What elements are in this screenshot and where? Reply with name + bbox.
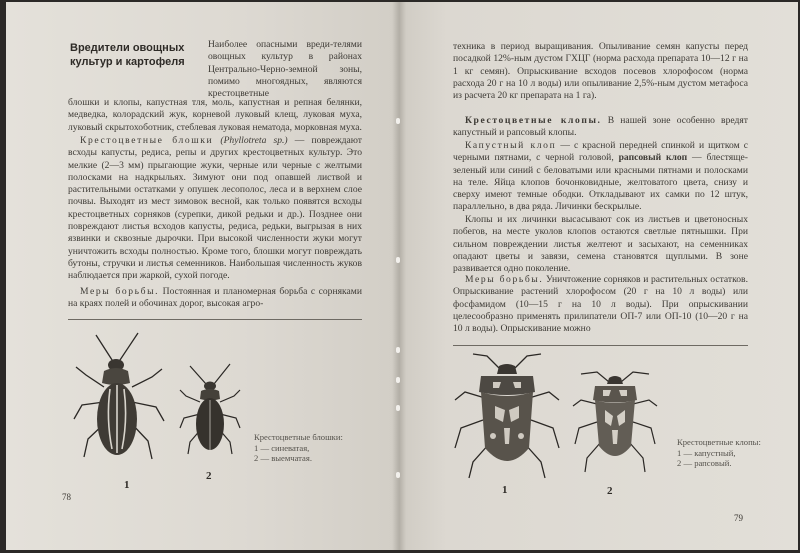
text-divider-right <box>453 345 748 346</box>
right-page <box>399 2 798 550</box>
flea-beetle-text: — повреждают всходы капусты, редиса, репы и других крестоцветных культур. Это мелкие (2—3 мм) прыгающие жуки, черные или черные с желтыми полосками на надкрыльях. Зимуют они под опавшей листвой и растительными остатками у опушек лесополос, леса и в верхнем слое почвы. Выходят из мест зимовок весной, как только появятся всходы крестоцветных сорняков (сурепки, дикой редьки и др.). Позднее они повреждают листья всходов капусты, редиса, редьки, выгрызая в них язвинки и сквозные дырочки. При высокой численности жуки могут уничтожить всходы полностью. Кроме того, блошки могут повреждать бутоны, стручки и листья семенников. Наибольшая численность жуков наблюдается при жаркой, сухой погоде. <box>68 135 362 282</box>
caption-item-1-right: 1 — капустный, <box>677 447 736 458</box>
book-spread <box>6 2 798 550</box>
flea-beetle-latin: (Phyllotreta sp.) <box>220 135 288 146</box>
flea-beetle-illustration-1 <box>66 327 176 477</box>
control-measures-term: Меры борьбы. <box>80 286 160 297</box>
flea-beetle-paragraph <box>68 135 362 283</box>
binding-stitch <box>396 377 400 383</box>
text-divider <box>68 319 362 320</box>
cabbage-bug-text: — с красной передней спинкой и щитком с черными пятнами, с черной головой, <box>453 140 748 164</box>
caption-title: Крестоцветные блошки: <box>254 432 343 442</box>
bug-control-text: Уничтожение сорняков и растительных остатков. Опрыскивание растений хлорофосом (20 г на 10 л воды) или фосфамидом (10—15 г на 10 л воды). При опрыскивании целесообразно применять прилипатели ОП-7 или ОП-10 (10—20 г на 10 л воды). Опрыскивание можно <box>453 274 748 335</box>
figure-label-1-right: 1 <box>502 484 508 496</box>
control-measures-text: Постоянная и планомерная борьба с сорняками на краях полей и обочинах дорог, высокая агро- <box>68 286 362 310</box>
page-number-left: 78 <box>62 492 71 502</box>
figure-label-2-right: 2 <box>607 485 613 497</box>
shield-bug-illustration-1 <box>449 352 567 482</box>
caption-item-2: 2 — выемчатая. <box>254 453 312 463</box>
book-spine <box>392 2 406 550</box>
shield-bugs-term: Крестоцветные клопы. <box>465 115 602 126</box>
figure-label-1: 1 <box>124 479 130 491</box>
flea-beetle-term: Крестоцветные блошки <box>80 135 214 146</box>
cabbage-bug-paragraph <box>453 140 748 214</box>
binding-stitch <box>396 347 400 353</box>
flea-beetle-illustration-2 <box>176 362 246 472</box>
caption-title-right: Крестоцветные клопы: <box>677 437 761 447</box>
cabbage-bug-term: Капустный клоп <box>465 140 557 151</box>
binding-stitch <box>396 405 400 411</box>
page-number-right: 79 <box>734 513 743 523</box>
bug-damage-text: Клопы и их личинки высасывают сок из листьев и цветоносных побегов, на месте уколов клопов остаются светлые пятнышки. При сильном повреждении листья желтеют и засыхают, на семенниках опадают цветы и завязи, семена становятся щуплыми. В зоне развивается одно поколение. <box>453 214 748 275</box>
bug-damage-paragraph <box>453 214 748 275</box>
caption-item-1: 1 — синеватая, <box>254 442 310 453</box>
bug-control-paragraph <box>453 274 748 335</box>
figure-caption-flea-beetles <box>254 432 364 464</box>
pest-list-text: блошки и клопы, капустная тля, моль, капустная и репная белянки, медведка, колорадский жук, корневой луковый клещ, луковая муха, луковый скрытохоботник, стеблевая луковая нематода, морковная муха. <box>68 97 362 133</box>
shield-bugs-paragraph <box>453 115 748 140</box>
agrotechnique-paragraph <box>453 41 748 102</box>
bug-control-term: Меры борьбы. <box>465 274 544 285</box>
binding-stitch <box>396 257 400 263</box>
binding-stitch <box>396 472 400 478</box>
agrotechnique-text: техника в период выращивания. Опыливание семян капусты перед посадкой 12%-ным дустом ГХЦГ (норма расхода препарата 10—12 г на 1 кг семян). Опрыскивание всходов посевов хлорофосом (норма расхода 20 г на 10 л воды) или опыливание 2,5%-ным дустом метафоса из расчета 20 кг препарата на 1 га). <box>453 41 748 102</box>
shield-bugs-text: В нашей зоне особенно вредят капустный и рапсовый клопы. <box>453 115 748 139</box>
intro-paragraph: Наиболее опасными вреди-телями овощных культур в районах Центрально-Черно-земной зоны, помимо многоядных, являются крестоцветные <box>208 39 362 100</box>
figure-label-2: 2 <box>206 470 212 482</box>
shield-bug-illustration-2 <box>567 368 663 478</box>
section-heading: Вредители овощных культур и картофеля <box>70 42 185 68</box>
left-page <box>6 2 399 550</box>
rapeseed-bug-term: рапсовый клоп <box>618 152 688 164</box>
control-measures-paragraph <box>68 286 362 311</box>
figure-caption-shield-bugs <box>677 437 767 469</box>
caption-item-2-right: 2 — рапсовый. <box>677 458 732 468</box>
rapeseed-bug-text: — блестяще-зеленый или синий с беловатыми или красными пятнами и полосками на теле. Яйца клопов бочонковидные, желтоватого цвета, снизу и сверху имеют темные ободки. Откладывают их самки по 12 штук, параллельно, в два ряда. Личинки бескрылые. <box>453 152 748 213</box>
binding-stitch <box>396 118 400 124</box>
pest-list-paragraph <box>68 97 362 134</box>
